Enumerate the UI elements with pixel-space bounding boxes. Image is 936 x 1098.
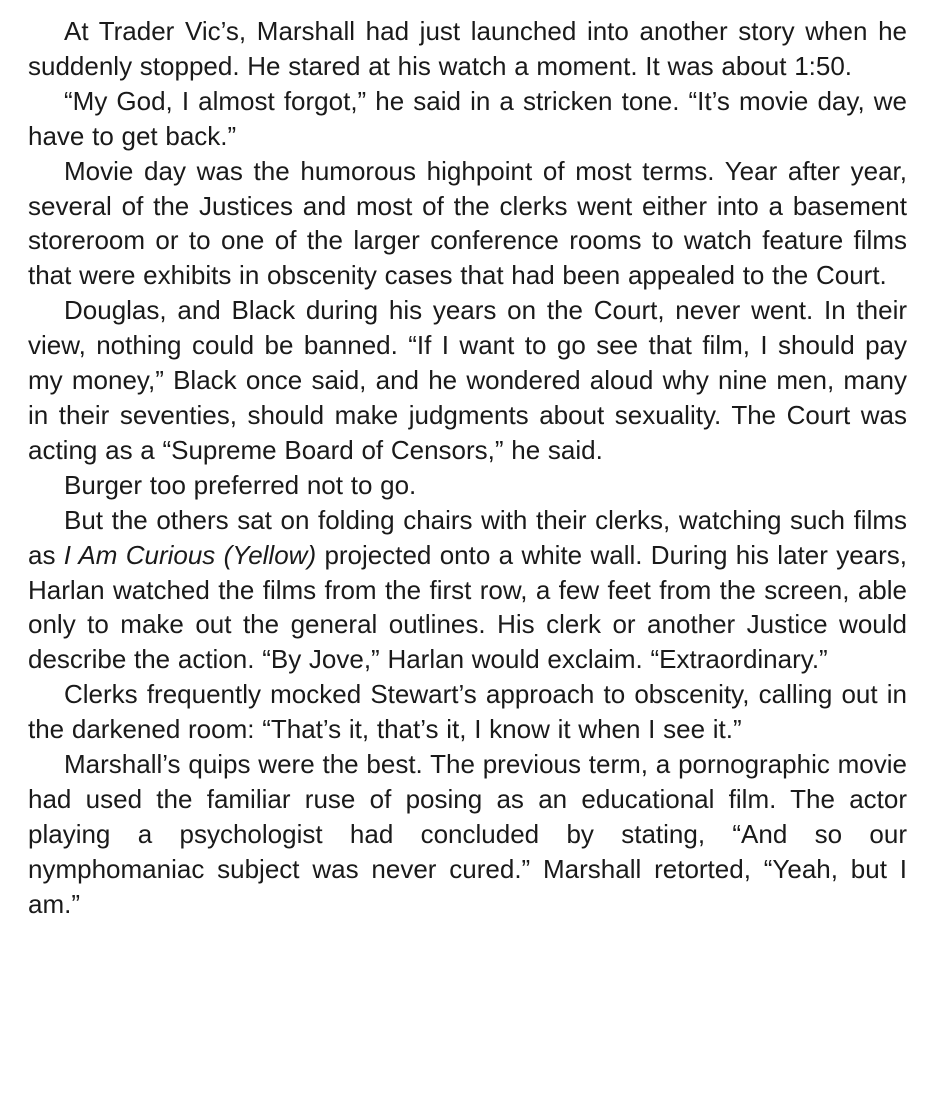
paragraph-movie-day-highpoint: Movie day was the humorous highpoint of most terms. Year after year, several of the Justices and most of the clerks went either into a basement storeroom or to one of the larger conference rooms to watch feature films that were exhibits in obscenity cases that had been appealed to the Court. <box>28 155 907 291</box>
paragraph-clerks-stewart: Clerks frequently mocked Stewart’s approach to obscenity, calling out in the darkened room: “That’s it, that’s it, I know it when I see it.” <box>28 679 907 745</box>
paragraph-folding-chairs-end: projected onto a white wall. During his later years, Harlan watched the films from the first row, a few feet from the screen, able only to make out the general outlines. His clerk or another Justice would describe the action. “By Jove,” Harlan would exclaim. “Extraordinary.” <box>28 539 908 675</box>
paragraph-douglas-black: Douglas, and Black during his years on the Court, never went. In their view, nothing could be banned. “If I want to go see that film, I should pay my money,” Black once said, and he wondered aloud why nine men, many in their seventies, should make judgments about sexuality. The Court was acting as a “Supreme Board of Censors,” he said. <box>28 295 907 465</box>
paragraph-trader-vics: At Trader Vic’s, Marshall had just launched into another story when he suddenly stopped. He stared at his watch a moment. It was about 1:50. <box>28 16 907 81</box>
paragraph-folding-chairs-start: But the others sat on folding chairs with their clerks, watching such films as <box>28 504 907 570</box>
paragraph-movie-day-quote: “My God, I almost forgot,” he said in a stricken tone. “It’s movie day, we have to get back.” <box>28 85 907 151</box>
book-page <box>28 14 907 922</box>
film-title: I Am Curious (Yellow) <box>63 539 317 570</box>
paragraph-folding-chairs <box>28 503 907 678</box>
paragraph-burger: Burger too preferred not to go. <box>64 469 417 500</box>
paragraph-marshall-quips: Marshall’s quips were the best. The previous term, a pornographic movie had used the familiar ruse of posing as an educational film. The actor playing a psychologist had concluded by stating, “And so our nymphomaniac subject was never cured.” Marshall retorted, “Yeah, but I am.” <box>28 749 907 919</box>
